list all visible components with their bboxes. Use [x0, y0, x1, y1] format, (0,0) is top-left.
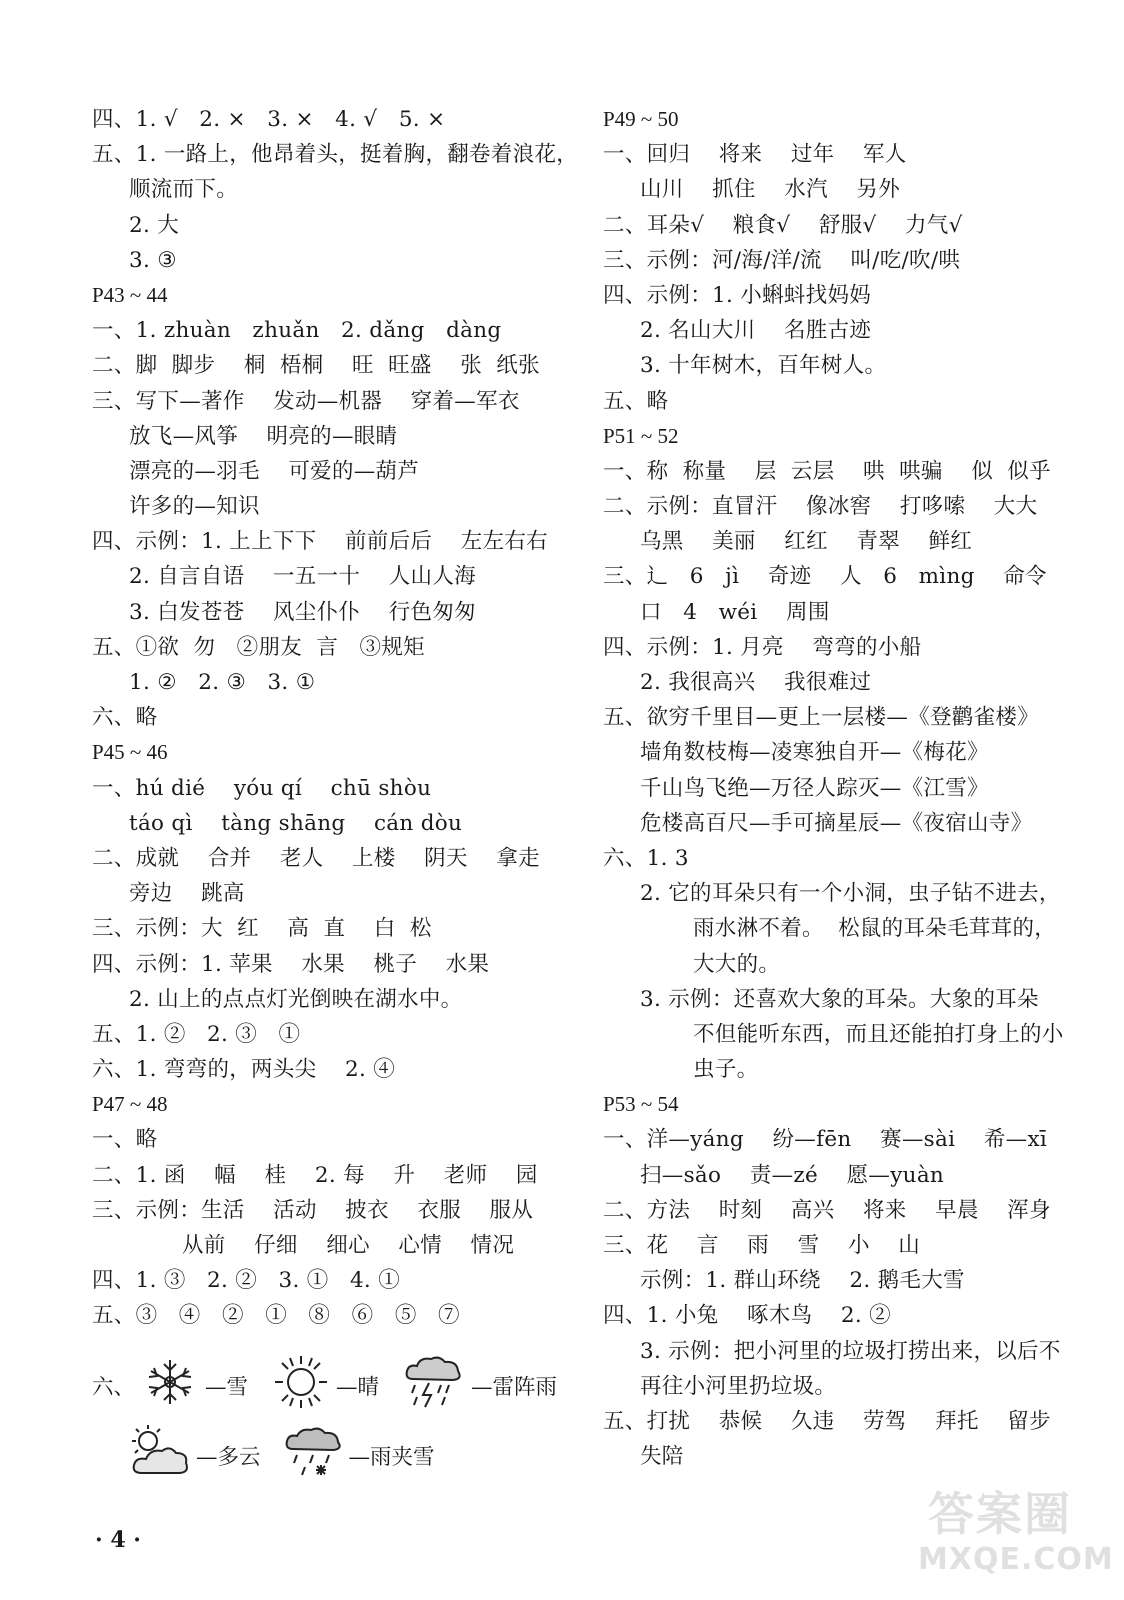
answer-line: 扫—sǎo 责—zé 愿—yuàn	[640, 1162, 945, 1188]
answer-line: 三、示例：河/海/洋/流 叫/吃/吹/哄	[603, 247, 961, 273]
answer-line: 漂亮的—羽毛 可爱的—葫芦	[129, 458, 420, 484]
answer-line: 虫子。	[693, 1057, 759, 1083]
answer-line: 再往小河里扔垃圾。	[640, 1373, 837, 1399]
answer-line: 一、略	[92, 1127, 158, 1153]
answer-line: 2. 我很高兴 我很难过	[640, 670, 872, 695]
section-page-range: P47 ~ 48	[92, 1092, 168, 1117]
answer-line: 三、示例：生活 活动 披衣 衣服 服从	[92, 1197, 534, 1223]
answer-line: 3. 示例：把小河里的垃圾打捞出来，以后不	[640, 1338, 1061, 1364]
answer-line: 五、1. ② 2. ③ ①	[92, 1021, 301, 1047]
answer-line: 2. 山上的点点灯光倒映在湖水中。	[129, 986, 463, 1012]
answer-line: 五、③ ④ ② ① ⑧ ⑥ ⑤ ⑦	[92, 1303, 460, 1329]
sleet-icon	[283, 1425, 345, 1485]
watermark-site: MXQE.COM	[918, 1542, 1114, 1577]
answer-line: 五、略	[603, 388, 669, 414]
answer-line: 山川 抓住 水汽 另外	[640, 177, 901, 203]
answer-line: 四、示例：1. 苹果 水果 桃子 水果	[92, 951, 490, 977]
answer-line: 2. 名山大川 名胜古迹	[640, 318, 872, 344]
weather-label: —雨夹雪	[348, 1444, 435, 1470]
section-page-range: P53 ~ 54	[603, 1092, 679, 1117]
answer-line: 1. ② 2. ③ 3. ①	[129, 670, 316, 695]
thunderstorm-icon	[401, 1353, 467, 1417]
answer-line: 墙角数枝梅—凌寒独自开—《梅花》	[640, 740, 989, 766]
page-number: · 4 ·	[95, 1527, 141, 1553]
answer-line: 顺流而下。	[129, 177, 239, 203]
weather-label: —雪	[205, 1374, 249, 1400]
answer-line: 四、示例：1. 月亮 弯弯的小船	[603, 634, 922, 660]
answer-line: 许多的—知识	[129, 494, 260, 520]
answer-line: 口 4 wéi 周围	[640, 599, 830, 625]
answer-line: 不但能听东西，而且还能拍打身上的小	[693, 1021, 1064, 1047]
answer-line: 千山鸟飞绝—万径人踪灭—《江雪》	[640, 775, 989, 801]
answer-line: 四、1. ③ 2. ② 3. ① 4. ①	[92, 1268, 400, 1294]
answer-line: 雨水淋不着。 松鼠的耳朵毛茸茸的，	[693, 916, 1057, 942]
section-page-range: P43 ~ 44	[92, 282, 168, 307]
weather-prefix: 六、	[92, 1374, 136, 1400]
weather-row-2	[122, 1425, 453, 1485]
answer-line: 3. 十年树木，百年树人。	[640, 353, 887, 379]
weather-matching-answers	[92, 1355, 592, 1505]
section-page-range: P51 ~ 52	[603, 423, 679, 448]
answer-line: táo qì tàng shāng cán dòu	[129, 810, 463, 836]
weather-label: —雷阵雨	[471, 1374, 558, 1400]
answer-line: 一、1. zhuàn zhuǎn 2. dǎng dàng	[92, 318, 502, 344]
answer-line: 大大的。	[693, 951, 781, 977]
answer-line: 二、成就 合并 老人 上楼 阴天 拿走	[92, 845, 540, 871]
answer-line: 示例：1. 群山环绕 2. 鹅毛大雪	[640, 1268, 965, 1294]
answer-line: 2. 自言自语 一五一十 人山人海	[129, 564, 476, 590]
answer-line: 四、示例：1. 上上下下 前前后后 左左右右	[92, 529, 548, 555]
answer-line: 三、示例：大 红 高 直 白 松	[92, 916, 432, 942]
answer-line: 四、1. 小兔 啄木鸟 2. ②	[603, 1303, 891, 1329]
answer-line: 从前 仔细 细心 心情 情况	[182, 1233, 515, 1258]
answer-line: 一、hú dié yóu qí chū shòu	[92, 775, 432, 801]
weather-row-1	[92, 1355, 575, 1415]
right-column	[603, 102, 1063, 1474]
answer-line: 六、1. 3	[603, 845, 689, 871]
watermark-logo: 答案圈	[928, 1487, 1072, 1541]
answer-line: 四、示例：1. 小蝌蚪找妈妈	[603, 282, 872, 308]
sun-icon	[270, 1354, 332, 1416]
answer-line: 乌黑 美丽 红红 青翠 鲜红	[640, 529, 973, 555]
partly-cloudy-icon	[126, 1423, 192, 1487]
answer-line: 失陪	[640, 1444, 684, 1470]
answer-line: 3. ③	[129, 247, 177, 273]
answer-line: 二、示例：直冒汗 像冰窖 打哆嗦 大大	[603, 494, 1038, 520]
answer-line: 3. 白发苍苍 风尘仆仆 行色匆匆	[129, 599, 476, 625]
answer-line: 旁边 跳高	[129, 881, 245, 907]
answer-line: 五、打扰 恭候 久违 劳驾 拜托 留步	[603, 1408, 1051, 1434]
answer-line: 四、1. √ 2. × 3. × 4. √ 5. ×	[92, 107, 446, 132]
section-page-range: P49 ~ 50	[603, 107, 679, 131]
section-page-range: P45 ~ 46	[92, 740, 168, 765]
answer-line: 三、写下—著作 发动—机器 穿着—军衣	[92, 388, 520, 414]
answer-line: 五、①欲 勿 ②朋友 言 ③规矩	[92, 634, 425, 660]
answer-line: 六、略	[92, 705, 158, 731]
snow-icon	[139, 1356, 201, 1414]
answer-line: 二、耳朵√ 粮食√ 舒服√ 力气√	[603, 212, 963, 238]
answer-line: 三、花 言 雨 雪 小 山	[603, 1233, 921, 1258]
answer-line: 三、辶 6 jì 奇迹 人 6 mìng 命令	[603, 564, 1047, 590]
answer-line: 一、回归 将来 过年 军人	[603, 142, 907, 168]
weather-label: —多云	[196, 1444, 261, 1470]
answer-line: 二、1. 函 幅 桂 2. 每 升 老师 园	[92, 1162, 538, 1188]
answer-line: 一、洋—yáng 纷—fēn 赛—sài 希—xī	[603, 1127, 1048, 1153]
answer-line: 2. 它的耳朵只有一个小洞，虫子钻不进去，	[640, 881, 1061, 907]
watermark	[898, 1470, 1114, 1590]
answer-line: 二、方法 时刻 高兴 将来 早晨 浑身	[603, 1197, 1051, 1223]
answer-line: 一、称 称量 层 云层 哄 哄骗 似 似乎	[603, 458, 1051, 484]
weather-label: —晴	[336, 1374, 380, 1400]
answer-line: 五、1. 一路上，他昂着头，挺着胸，翻卷着浪花，	[92, 142, 579, 168]
answer-line: 2. 大	[129, 212, 180, 238]
answer-line: 放飞—风筝 明亮的—眼睛	[129, 423, 398, 449]
answer-line: 危楼高百尺—手可摘星辰—《夜宿山寺》	[640, 810, 1033, 836]
answer-line: 五、欲穷千里目—更上一层楼—《登鹳雀楼》	[603, 705, 1040, 731]
left-column	[92, 102, 592, 1334]
answer-line: 六、1. 弯弯的，两头尖 2. ④	[92, 1057, 396, 1083]
answer-line: 3. 示例：还喜欢大象的耳朵。大象的耳朵	[640, 986, 1039, 1012]
answer-line: 二、脚 脚步 桐 梧桐 旺 旺盛 张 纸张	[92, 353, 540, 379]
